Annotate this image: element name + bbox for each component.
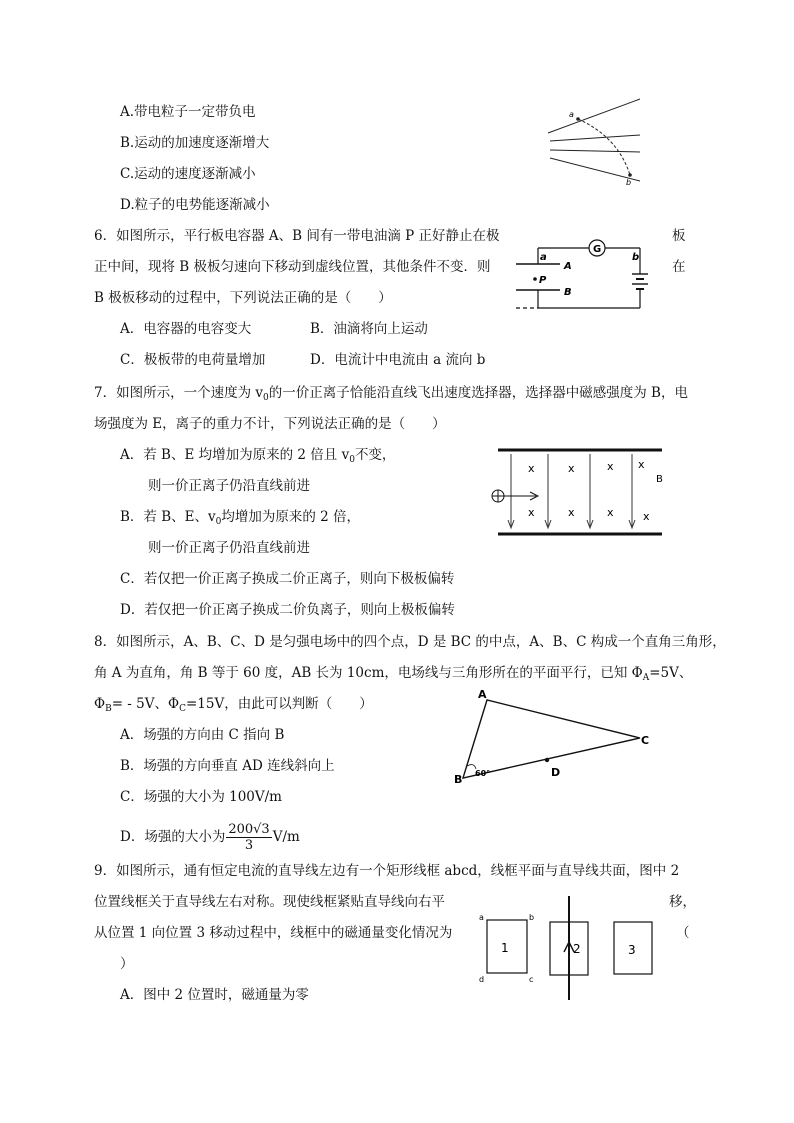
q5-field-lines-figure: [544, 95, 644, 187]
q6-option-b: B．油滴将向上运动: [310, 321, 428, 337]
q8-triangle-figure: [450, 686, 660, 786]
q6-stem-line1-tail: 板: [672, 228, 686, 244]
q5-point-b: b: [626, 178, 632, 187]
q6-label-b: b: [632, 252, 640, 263]
q8-vertex-c: C: [641, 734, 650, 747]
q7-cross-6: x: [568, 506, 575, 519]
q7-velocity-selector-figure: [486, 444, 666, 540]
q7-cross-3: x: [607, 460, 614, 473]
q6-label-plate-a: A: [564, 261, 572, 272]
q7-stem-line1: 7．如图所示，一个速度为 $v_0$的一价正离子恰能沿直线飞出速度选择器，选择器中磁感强度为 B，电: [94, 385, 688, 403]
q5-option-c: C.运动的速度逐渐减小: [120, 166, 256, 182]
q7-option-b-line2: 则一价正离子仍沿直线前进: [148, 540, 310, 556]
q8-option-b: B．场强的方向垂直 AD 连线斜向上: [120, 758, 335, 774]
q9-corner-d: d: [479, 975, 485, 984]
q6-label-a: a: [540, 252, 547, 263]
q8-stem-line1: 8．如图所示，A、B、C、D 是匀强电场中的四个点，D 是 BC 的中点，A、B、C 构成一个直角三角形，: [94, 634, 726, 650]
q9-position-3: 3: [628, 943, 636, 957]
q7-cross-4: x: [638, 458, 645, 471]
q7-cross-7: x: [607, 506, 614, 519]
q7-option-a-line2: 则一价正离子仍沿直线前进: [148, 478, 310, 494]
q8-point-d: D: [551, 766, 561, 779]
q7-cross-8: x: [643, 510, 650, 523]
q8-vertex-b: B: [454, 773, 463, 786]
q8-option-c: C．场强的大小为 100V/m: [120, 789, 282, 805]
q5-option-a: A.带电粒子一定带负电: [120, 104, 256, 120]
q6-option-a: A．电容器的电容变大: [120, 321, 252, 337]
q8-stem-line3: $\Phi_B= - 5V$、$\Phi_C=15V$，由此可以判断（ ）: [94, 696, 373, 714]
q6-stem-line3: B 极板移动的过程中，下列说法正确的是（ ）: [94, 290, 392, 306]
q7-option-b-line1: B．若 B、E、$v_0$均增加为原来的 2 倍，: [120, 509, 361, 527]
q8-vertex-a: A: [478, 688, 487, 701]
q9-option-a: A．图中 2 位置时，磁通量为零: [120, 987, 309, 1003]
q9-wire-loop-figure: [476, 892, 666, 1004]
q6-label-p: P: [539, 275, 547, 286]
q9-stem-line3-tail: （: [676, 925, 690, 941]
q9-stem-line1: 9．如图所示，通有恒定电流的直导线左边有一个矩形线框 abcd，线框平面与直导线共面，图中 2: [94, 863, 680, 879]
q7-cross-5: x: [528, 506, 535, 519]
q6-capacitor-circuit-figure: [508, 236, 658, 316]
q9-stem-line3: 从位置 1 向位置 3 移动过程中，线框中的磁通量变化情况为: [94, 925, 453, 941]
q9-position-2: 2: [573, 942, 581, 956]
q9-corner-a: a: [479, 913, 484, 922]
q5-point-a: a: [569, 110, 574, 119]
q9-position-1: 1: [501, 941, 509, 955]
q5-option-d: D.粒子的电势能逐渐减小: [120, 197, 270, 213]
q8-angle-label: 60°: [475, 769, 491, 778]
q9-corner-b: b: [529, 913, 535, 922]
q9-corner-c: c: [529, 975, 534, 984]
q6-label-plate-b: B: [564, 287, 572, 298]
q6-label-g: G: [593, 244, 602, 255]
q6-stem-line2-tail: 在: [672, 259, 686, 275]
q7-option-d: D．若仅把一价正离子换成二价负离子，则向上极板偏转: [120, 602, 455, 618]
fraction-200-root3-over-3: $\frac{200√3}{3}$: [228, 822, 270, 853]
q7-cross-1: x: [528, 462, 535, 475]
q9-stem-line2-tail: 移，: [669, 894, 696, 910]
q6-stem-line2: 正中间，现将 B 极板匀速向下移动到虚线位置，其他条件不变．则: [94, 259, 491, 275]
q7-option-c: C．若仅把一价正离子换成二价正离子，则向下极板偏转: [120, 571, 455, 587]
q6-stem-line1: 6．如图所示，平行板电容器 A、B 间有一带电油滴 P 正好静止在极: [94, 228, 500, 244]
q9-stem-line4: ）: [120, 956, 134, 972]
q8-option-d: D．场强的大小为 $\frac{200√3}{3}$ V/m: [120, 822, 300, 853]
q6-option-d: D．电流计中电流由 a 流向 b: [310, 352, 486, 368]
q8-stem-line2: 角 A 为直角，角 B 等于 60 度，AB 长为 10cm，电场线与三角形所在的平面平行，已知 $\Phi_A=5V$、: [94, 665, 693, 683]
q7-cross-2: x: [568, 462, 575, 475]
q7-field-label-b: B: [656, 474, 663, 485]
q7-option-a-line1: A．若 B、E 均增加为原来的 2 倍且 $v_0$不变，: [120, 447, 396, 465]
q5-option-b: B.运动的加速度逐渐增大: [120, 135, 270, 151]
q7-stem-line2: 场强度为 E，离子的重力不计，下列说法正确的是（ ）: [94, 416, 446, 432]
q6-option-c: C．极板带的电荷量增加: [120, 352, 266, 368]
q9-stem-line2: 位置线框关于直导线左右对称。现使线框紧贴直导线向右平: [94, 894, 445, 910]
q8-option-a: A．场强的方向由 C 指向 B: [120, 727, 285, 743]
